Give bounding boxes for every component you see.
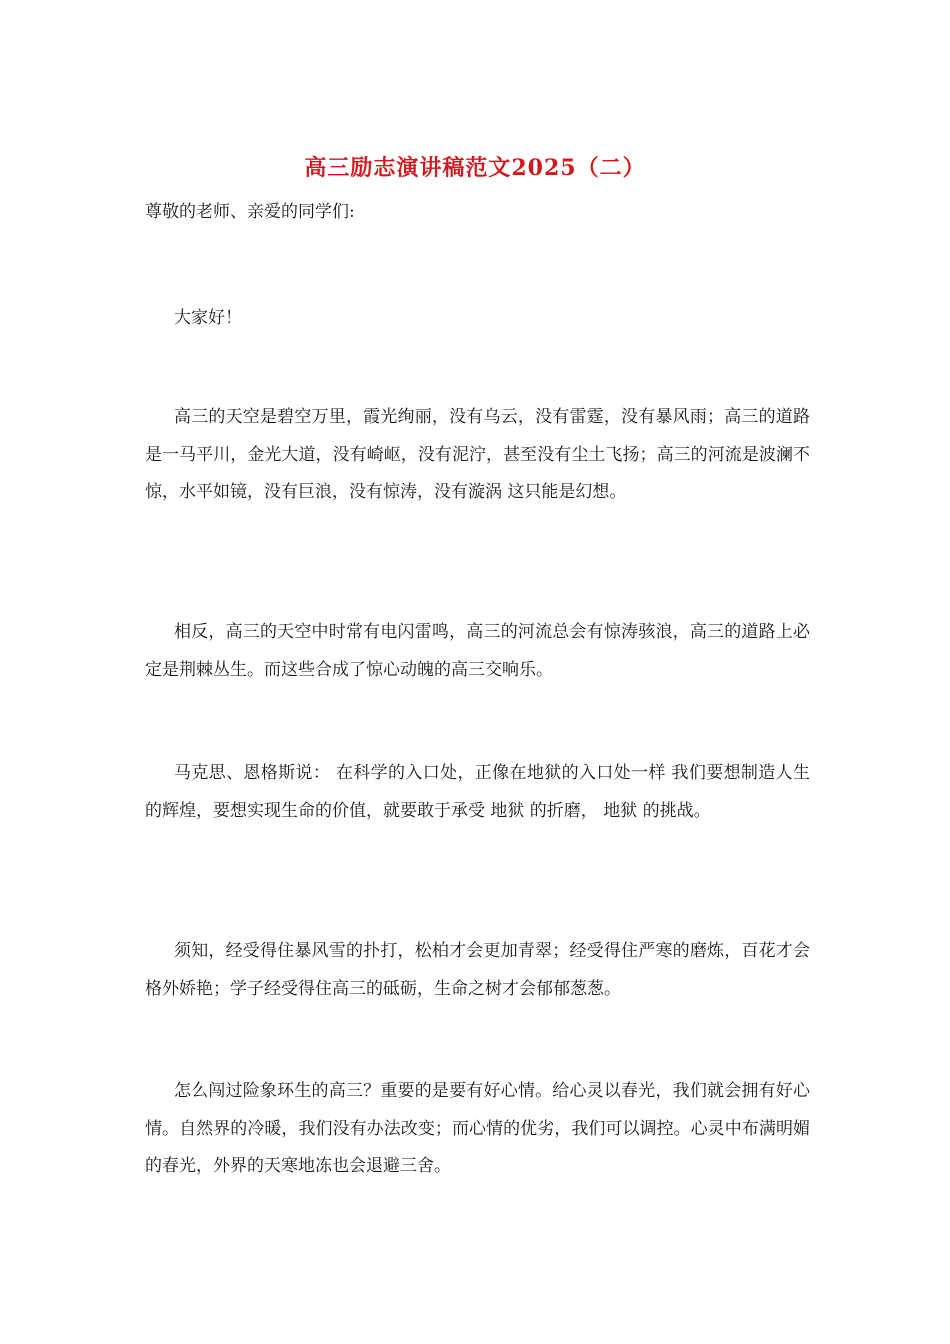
paragraph-6: 怎么闯过险象环生的高三？重要的是要有好心情。给心灵以春光，我们就会拥有好心情。自然界的冷暖，我们没有办法改变；而心情的优劣，我们可以调控。心灵中布满明媚的春光，外界的天寒地冻也会退避三舍。 [145,1081,810,1176]
greeting-line: 尊敬的老师、亲爱的同学们: [145,202,355,222]
document-title: 高三励志演讲稿范文2025（二） [304,155,646,181]
paragraph-1: 大家好！ [174,308,242,328]
paragraph-4: 马克思、恩格斯说： 在科学的入口处，正像在地狱的入口处一样 我们要想制造人生的辉煌，要想实现生命的价值，就要敢于承受 地狱 的折磨， 地狱 的挑战。 [145,763,810,821]
paragraph-2: 高三的天空是碧空万里，霞光绚丽，没有乌云，没有雷霆，没有暴风雨；高三的道路是一马平川，金光大道，没有崎岖，没有泥泞，甚至没有尘土飞扬；高三的河流是波澜不惊，水平如镜，没有巨浪，没有惊涛，没有漩涡 这只能是幻想。 [145,407,810,502]
paragraph-5: 须知，经受得住暴风雪的扑打，松柏才会更加青翠；经受得住严寒的磨炼，百花才会格外娇艳；学子经受得住高三的砥砺，生命之树才会郁郁葱葱。 [145,941,810,999]
paragraph-3: 相反，高三的天空中时常有电闪雷鸣，高三的河流总会有惊涛骇浪，高三的道路上必定是荆棘丛生。而这些合成了惊心动魄的高三交响乐。 [145,622,810,680]
